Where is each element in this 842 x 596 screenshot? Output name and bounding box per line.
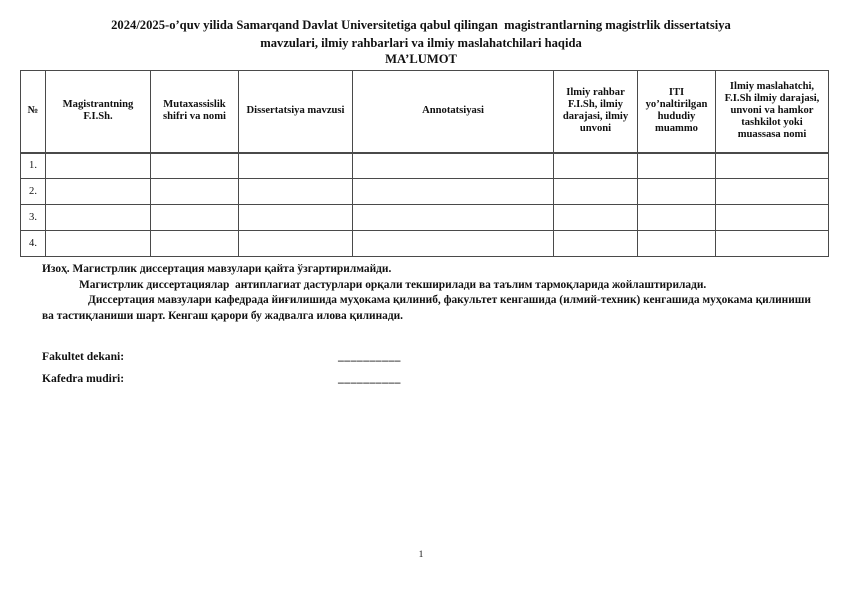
notes-section xyxy=(42,262,822,324)
note-paragraph-3: Диссертация мавзулари кафедрада йиғилишида муҳокама қилиниб, факультет кенгашида (илмий-техник) кенгашида муҳокама қилиниши ва тастиқланиши шарт. Кенгаш қарори бу жадвалга илова қилинади. xyxy=(42,294,814,322)
row-number-cell: 3. xyxy=(21,205,46,231)
document-title xyxy=(0,0,842,52)
table-cell[interactable] xyxy=(151,231,239,257)
signatures-section xyxy=(42,350,842,394)
table-cell[interactable] xyxy=(46,205,151,231)
title-line-2: mavzulari, ilmiy rahbarlari va ilmiy maslahatchilari haqida xyxy=(260,36,582,50)
col-header-consultant: Ilmiy maslahatchi, F.I.Sh ilmiy darajasi, unvoni va hamkor tashkilot yoki muassasa nomi xyxy=(716,71,829,153)
table-cell[interactable] xyxy=(554,231,638,257)
table-cell[interactable] xyxy=(716,205,829,231)
row-number-cell: 4. xyxy=(21,231,46,257)
table-cell[interactable] xyxy=(716,153,829,179)
table-cell[interactable] xyxy=(554,153,638,179)
dean-signature-row xyxy=(42,350,842,372)
table-cell[interactable] xyxy=(239,179,353,205)
table-row xyxy=(21,179,829,205)
note-paragraph-2: Магистрлик диссертациялар антиплагиат дастурлари орқали текширилади ва таълим тармоқларида жойлаштирилади. xyxy=(79,278,707,291)
table-cell[interactable] xyxy=(151,179,239,205)
table-cell[interactable] xyxy=(716,231,829,257)
table-cell[interactable] xyxy=(554,179,638,205)
col-header-dissertation-topic: Dissertatsiya mavzusi xyxy=(239,71,353,153)
department-head-signature-row xyxy=(42,372,842,394)
dissertation-info-table xyxy=(20,70,829,257)
table-cell[interactable] xyxy=(239,231,353,257)
table-cell[interactable] xyxy=(638,205,716,231)
table-cell[interactable] xyxy=(46,231,151,257)
note-paragraph-1: Изоҳ. Магистрлик диссертация мавзулари қайта ўзгартирилмайди. xyxy=(42,263,392,275)
table-cell[interactable] xyxy=(353,179,554,205)
table-cell[interactable] xyxy=(638,179,716,205)
table-cell[interactable] xyxy=(353,205,554,231)
table-cell[interactable] xyxy=(46,179,151,205)
department-head-signature-blank[interactable]: __________ xyxy=(338,372,401,385)
col-header-supervisor: Ilmiy rahbar F.I.Sh, ilmiy darajasi, ilmiy unvoni xyxy=(554,71,638,153)
table-cell[interactable] xyxy=(554,205,638,231)
table-cell[interactable] xyxy=(353,153,554,179)
col-header-regional-problem: ITI yo’naltirilgan hududiy muammo xyxy=(638,71,716,153)
table-cell[interactable] xyxy=(353,231,554,257)
col-header-number: № xyxy=(21,71,46,153)
row-number-cell: 1. xyxy=(21,153,46,179)
col-header-specialty-code: Mutaxassislik shifri va nomi xyxy=(151,71,239,153)
table-cell[interactable] xyxy=(46,153,151,179)
dean-signature-blank[interactable]: __________ xyxy=(338,350,401,363)
table-row xyxy=(21,231,829,257)
row-number-cell: 2. xyxy=(21,179,46,205)
department-head-label: Kafedra mudiri: xyxy=(42,372,125,385)
table-cell[interactable] xyxy=(151,205,239,231)
table-cell[interactable] xyxy=(239,205,353,231)
dean-label: Fakultet dekani: xyxy=(42,350,125,363)
table-cell[interactable] xyxy=(239,153,353,179)
title-line-1: 2024/2025-o’quv yilida Samarqand Davlat Universitetiga qabul qilingan magistrantlarning magistrlik dissertatsiya xyxy=(111,18,731,32)
table-cell[interactable] xyxy=(716,179,829,205)
page-number: 1 xyxy=(418,550,424,560)
table-cell[interactable] xyxy=(638,231,716,257)
col-header-annotation: Annotatsiyasi xyxy=(353,71,554,153)
table-header-row xyxy=(21,71,829,153)
table-cell[interactable] xyxy=(151,153,239,179)
table-row xyxy=(21,153,829,179)
document-subtitle: MA’LUMOT xyxy=(385,52,457,66)
table-cell[interactable] xyxy=(638,153,716,179)
table-row xyxy=(21,205,829,231)
col-header-student-name: Magistrantning F.I.Sh. xyxy=(46,71,151,153)
